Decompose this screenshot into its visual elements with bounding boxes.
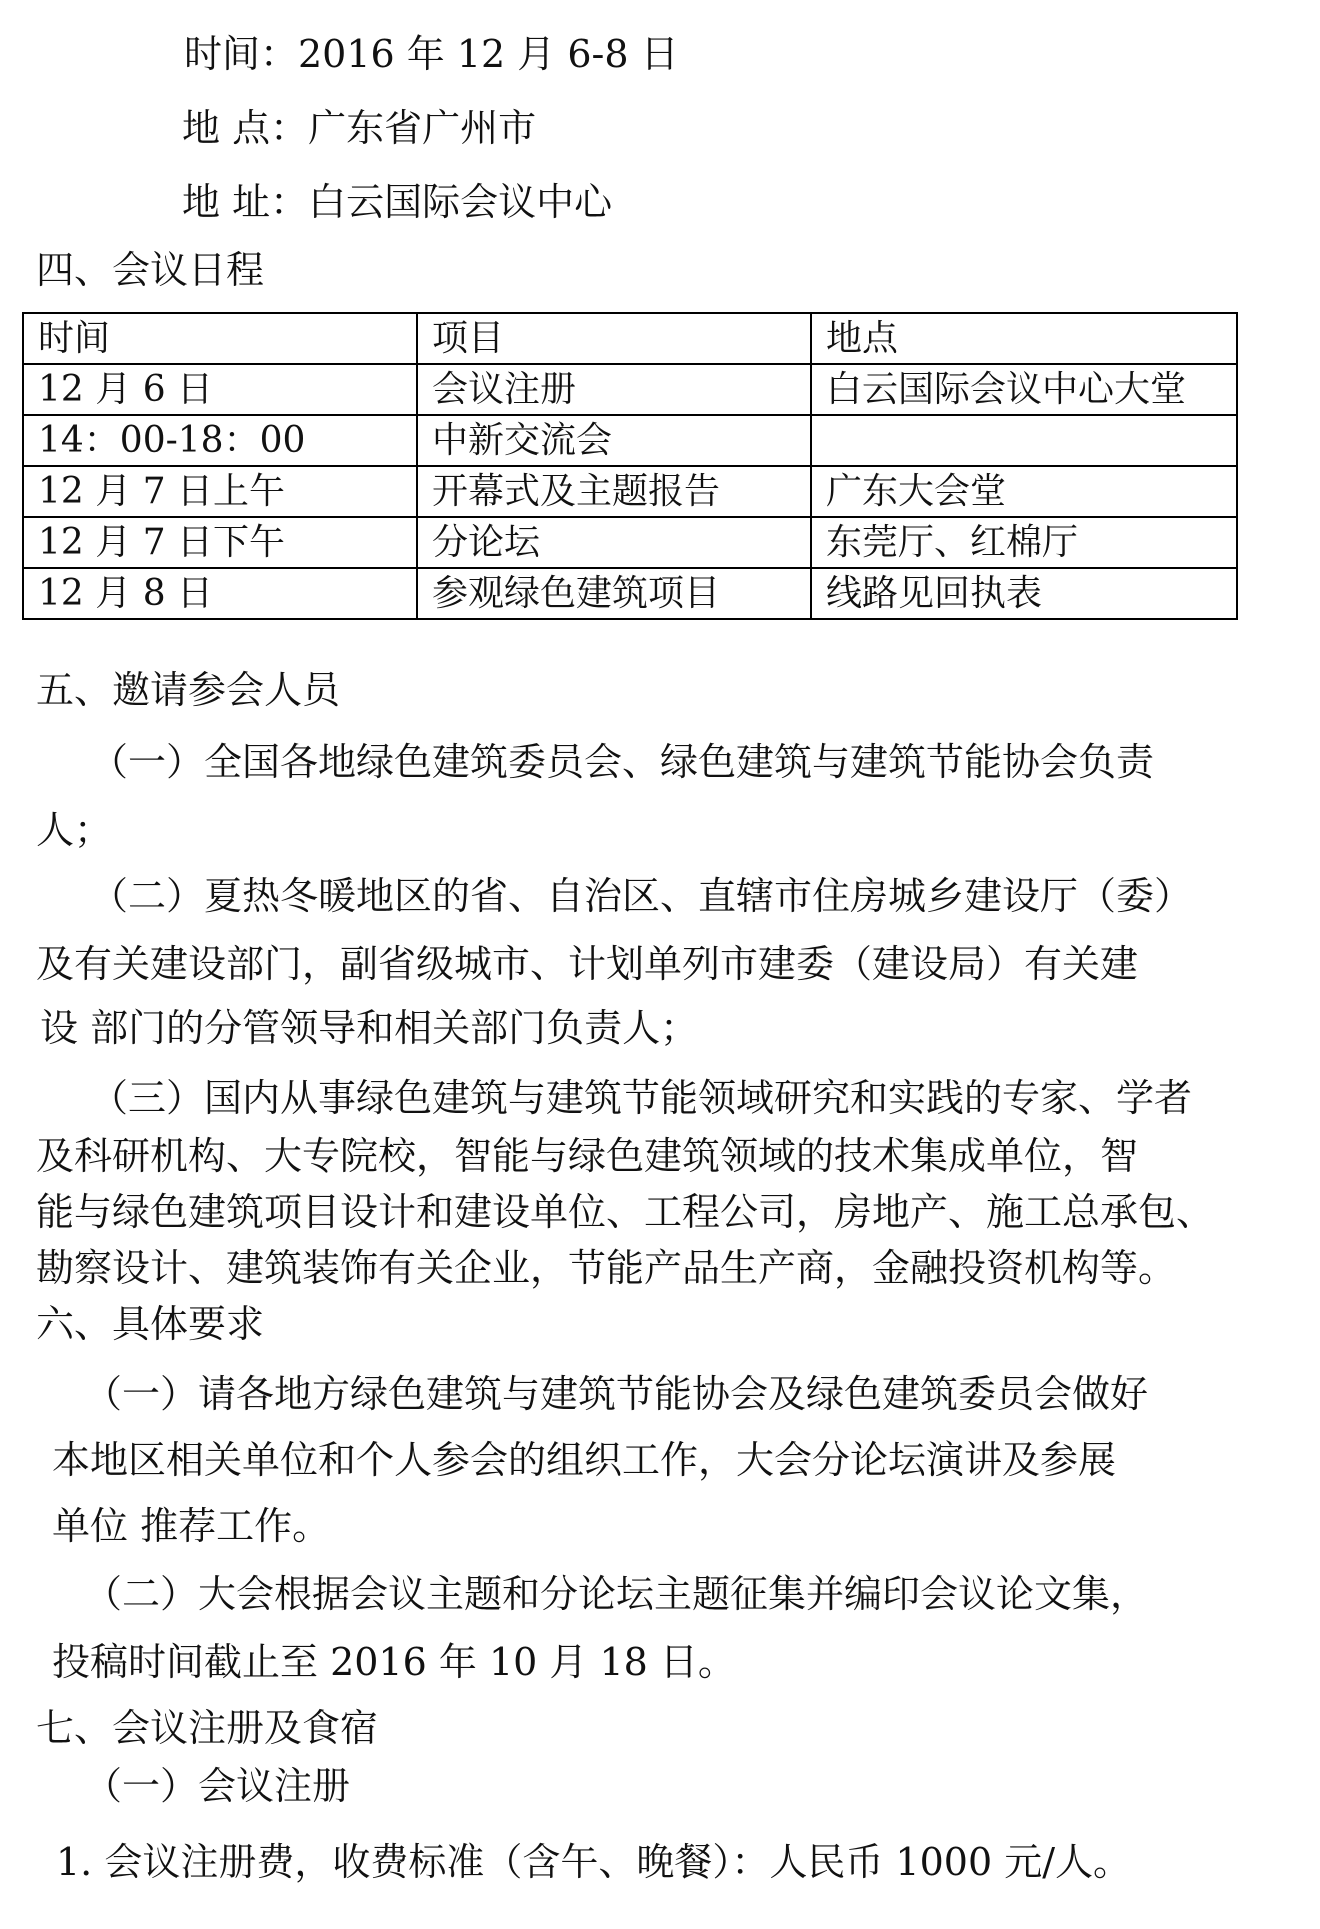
table-row	[23, 466, 1237, 517]
row-item: 会议注册	[417, 364, 811, 415]
section-6-line: 本地区相关单位和个人参会的组织工作，大会分论坛演讲及参展	[52, 1438, 1117, 1482]
meeting-address: 地 址：白云国际会议中心	[182, 180, 613, 224]
row-item: 开幕式及主题报告	[417, 466, 811, 517]
table-header-row	[23, 313, 1237, 364]
row-time: 12 月 8 日	[23, 568, 417, 619]
section-5-line: 及科研机构、大专院校，智能与绿色建筑领域的技术集成单位，智	[36, 1134, 1139, 1178]
row-place: 东莞厅、红棉厅	[811, 517, 1237, 568]
section-5-line: （一）全国各地绿色建筑委员会、绿色建筑与建筑节能协会负责	[90, 740, 1155, 784]
section-4-title: 四、会议日程	[36, 248, 265, 292]
header-item: 项目	[417, 313, 811, 364]
section-5-line: （二）夏热冬暖地区的省、自治区、直辖市住房城乡建设厅（委）	[90, 874, 1193, 918]
table-row	[23, 415, 1237, 466]
row-time: 14：00-18：00	[23, 415, 417, 466]
section-6-line: 单位 推荐工作。	[52, 1504, 331, 1548]
row-place: 广东大会堂	[811, 466, 1237, 517]
row-time: 12 月 7 日下午	[23, 517, 417, 568]
section-7-title: 七、会议注册及食宿	[36, 1706, 379, 1750]
row-time: 12 月 7 日上午	[23, 466, 417, 517]
section-6-title: 六、具体要求	[36, 1302, 265, 1346]
meeting-time: 时间：2016 年 12 月 6-8 日	[184, 32, 679, 76]
schedule-table	[22, 312, 1238, 620]
section-5-line: 人；	[36, 808, 113, 852]
section-7-item: 1. 会议注册费，收费标准（含午、晚餐）：人民币 1000 元/人。	[56, 1840, 1132, 1884]
section-7-subtitle: （一）会议注册	[84, 1764, 351, 1808]
row-time: 12 月 6 日	[23, 364, 417, 415]
section-5-line: 勘察设计、建筑装饰有关企业，节能产品生产商，金融投资机构等。	[36, 1246, 1177, 1290]
row-place: 白云国际会议中心大堂	[811, 364, 1237, 415]
section-5-line: （三）国内从事绿色建筑与建筑节能领域研究和实践的专家、学者	[90, 1076, 1193, 1120]
section-5-line: 设 部门的分管领导和相关部门负责人；	[40, 1006, 699, 1050]
section-6-line: （一）请各地方绿色建筑与建筑节能协会及绿色建筑委员会做好	[84, 1372, 1149, 1416]
row-place	[811, 415, 1237, 466]
section-6-line: 投稿时间截止至 2016 年 10 月 18 日。	[52, 1640, 736, 1684]
section-6-line: （二）大会根据会议主题和分论坛主题征集并编印会议论文集，	[84, 1572, 1149, 1616]
row-item: 分论坛	[417, 517, 811, 568]
section-5-line: 能与绿色建筑项目设计和建设单位、工程公司，房地产、施工总承包、	[36, 1190, 1215, 1234]
table-row	[23, 364, 1237, 415]
header-place: 地点	[811, 313, 1237, 364]
row-item: 中新交流会	[417, 415, 811, 466]
meeting-place: 地 点：广东省广州市	[182, 106, 537, 150]
row-item: 参观绿色建筑项目	[417, 568, 811, 619]
header-time: 时间	[23, 313, 417, 364]
row-place: 线路见回执表	[811, 568, 1237, 619]
table-row	[23, 568, 1237, 619]
table-row	[23, 517, 1237, 568]
section-5-line: 及有关建设部门，副省级城市、计划单列市建委（建设局）有关建	[36, 942, 1139, 986]
section-5-title: 五、邀请参会人员	[36, 668, 341, 712]
